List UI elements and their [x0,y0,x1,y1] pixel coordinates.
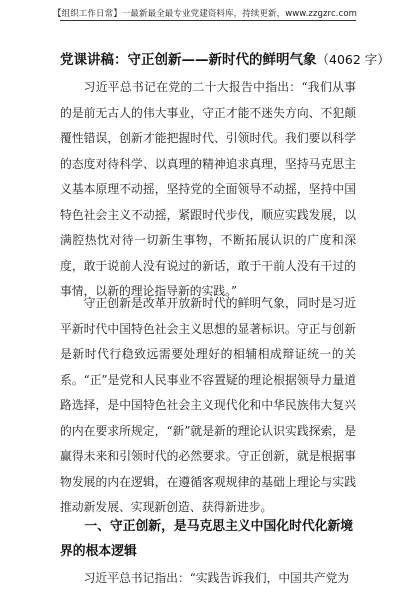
page-header: 【组织工作日常】一最新最全最专业党建资料库，持续更新，www.zzgzrc.com [53,9,357,19]
body-paragraph-3: 习近平总书记指出：“实践告诉我们，中国共产党为 [83,571,350,585]
document-title [60,48,390,68]
body-paragraph-2: 守正创新是改革开放新时代的鲜明气象，同时是习近平新时代中国特色社会主义思想的显著标识。守正与创新是新时代行稳致远需要处理好的相辅相成辩证统一的关系。“正”是党和人民事业不容置疑的理论根据领导力量道路选择，是中国特色社会主义现代化和中华民族伟大复兴的内在要求所规定，“新”就是新的理论认识实践探索，是赢得未来和引领时代的必然要求。守正创新，就是根据事物发展的内在逻辑，在遵循客观规律的基础上理论与实践推动新发展、实现新创造、获得新进步。 [60,296,356,514]
body-paragraph-1: 习近平总书记在党的二十大报告中指出：“我们从事的是前无古人的伟大事业，守正才能不迷失方向、不犯颠覆性错误，创新才能把握时代、引领时代。我们要以科学的态度对待科学、以真理的精神追求真理，坚持马克思主义基本原理不动摇，坚持党的全面领导不动摇，坚持中国特色社会主义不动摇，紧跟时代步伐，顺应实践发展，以满腔热忱对待一切新生事物，不断拓展认识的广度和深度，敢于说前人没有说过的新话，敢于干前人没有干过的事情，以新的理论指导新的实践。” [60,80,356,298]
header-divider [60,20,356,21]
title-text: 党课讲稿：守正创新——新时代的鲜明气象 [60,52,317,68]
word-count: （4062 字） [316,52,390,67]
section-heading-1: 一、守正创新，是马克思主义中国化时代化新境界的根本逻辑 [60,519,354,559]
